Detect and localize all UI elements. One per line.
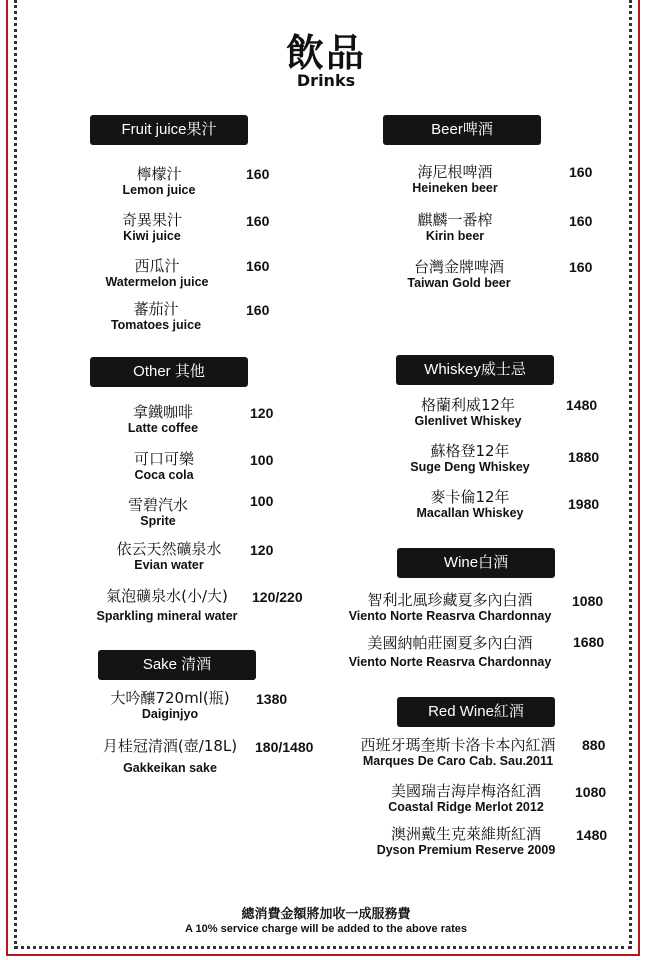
item-price: 1480 <box>566 397 598 413</box>
section-header-fruit-juice: Fruit juice果汁 <box>90 115 248 145</box>
item-price: 120/220 <box>252 589 303 605</box>
item-name-en: Tomatoes juice <box>110 318 202 332</box>
item-name-en: Macallan Whiskey <box>416 506 524 520</box>
item-name-zh: 麥卡倫12年 <box>430 488 510 506</box>
section-header-other: Other 其他 <box>90 357 248 387</box>
service-charge-note-en: A 10% service charge will be added to the above rates <box>184 923 468 935</box>
item-price: 1080 <box>572 593 604 609</box>
item-price: 160 <box>569 213 593 229</box>
item-name-zh: 麒麟一番榨 <box>417 211 493 229</box>
item-name-en: Glenlivet Whiskey <box>414 414 522 428</box>
menu-item <box>100 301 212 333</box>
item-name-zh: 蘇格登12年 <box>430 442 510 460</box>
menu-item <box>332 592 568 624</box>
menu-item <box>84 588 250 624</box>
item-name-en: Gakkeikan sake <box>123 761 217 775</box>
item-name-en: Heineken beer <box>412 181 498 195</box>
item-name-zh: 可口可樂 <box>133 450 194 468</box>
item-name-zh: 台灣金牌啤酒 <box>413 258 504 276</box>
menu-item <box>100 166 218 198</box>
menu-item <box>106 541 232 573</box>
item-price: 1380 <box>256 691 288 707</box>
item-price: 160 <box>246 213 270 229</box>
item-name-zh: 依云天然礦泉水 <box>116 540 222 558</box>
item-name-en: Latte coffee <box>127 421 199 435</box>
item-price: 100 <box>250 452 274 468</box>
item-name-zh: 海尼根啤酒 <box>417 163 493 181</box>
menu-item <box>104 404 222 436</box>
item-name-en: Coca cola <box>134 468 194 482</box>
item-price: 160 <box>246 166 270 182</box>
item-price: 1080 <box>575 784 607 800</box>
item-name-zh: 檸檬汁 <box>136 165 182 183</box>
item-price: 160 <box>569 164 593 180</box>
item-price: 180/1480 <box>255 739 314 755</box>
menu-item <box>396 212 514 244</box>
item-name-zh: 月桂冠清酒(壺/18L) <box>102 737 238 755</box>
item-name-zh: 拿鐵咖啡 <box>132 403 193 421</box>
menu-item <box>104 690 236 722</box>
item-name-zh: 美國瑞吉海岸梅洛紅酒 <box>390 782 541 800</box>
item-price: 120 <box>250 542 274 558</box>
menu-item <box>396 164 514 196</box>
menu-item <box>398 489 542 521</box>
menu-item <box>332 635 568 670</box>
menu-item <box>366 783 566 815</box>
item-name-zh: 蕃茄汁 <box>133 300 179 318</box>
item-name-en: Marques De Caro Cab. Sau.2011 <box>362 754 554 768</box>
item-name-en: Taiwan Gold beer <box>407 276 511 290</box>
service-charge-note-zh: 總消費金額將加收一成服務費 <box>241 907 411 922</box>
menu-item <box>96 258 218 290</box>
item-name-zh: 智利北風珍藏夏多內白酒 <box>367 591 533 609</box>
item-name-zh: 氣泡礦泉水(小/大) <box>106 587 228 605</box>
section-header-beer: Beer啤酒 <box>383 115 541 145</box>
menu-item <box>108 497 208 529</box>
item-name-en: Watermelon juice <box>105 275 209 289</box>
item-name-en: Viento Norte Reasrva Chardonnay <box>348 655 552 669</box>
item-name-zh: 西班牙瑪奎斯卡洛卡本內紅酒 <box>360 736 556 754</box>
item-name-zh: 奇異果汁 <box>121 211 182 229</box>
item-name-en: Suge Deng Whiskey <box>410 460 530 474</box>
item-price: 880 <box>582 737 606 753</box>
menu-item <box>396 259 522 291</box>
item-name-zh: 西瓜汁 <box>134 257 180 275</box>
item-name-zh: 格蘭利威12年 <box>420 396 516 414</box>
item-name-en: Viento Norte Reasrva Chardonnay <box>348 609 552 623</box>
item-name-en: Sparkling mineral water <box>96 609 238 623</box>
menu-item <box>398 397 538 429</box>
item-name-en: Sprite <box>140 514 176 528</box>
item-name-en: Evian water <box>134 558 204 572</box>
menu-item <box>342 737 574 769</box>
menu-item <box>398 443 542 475</box>
section-header-sake: Sake 清酒 <box>98 650 256 680</box>
item-price: 100 <box>250 493 274 509</box>
item-name-en: Kirin beer <box>425 229 485 243</box>
item-price: 1680 <box>573 634 605 650</box>
section-header-wine: Wine白酒 <box>397 548 555 578</box>
menu-item <box>90 738 250 776</box>
item-name-zh: 大吟釀720ml(瓶) <box>110 689 230 707</box>
section-header-whiskey: Whiskey威士忌 <box>396 355 554 385</box>
item-name-zh: 美國納帕莊園夏多內白酒 <box>367 634 533 652</box>
item-name-zh: 雪碧汽水 <box>127 496 188 514</box>
section-header-red-wine: Red Wine紅酒 <box>397 697 555 727</box>
item-price: 160 <box>246 302 270 318</box>
item-price: 160 <box>246 258 270 274</box>
item-price: 1980 <box>568 496 600 512</box>
item-price: 120 <box>250 405 274 421</box>
item-price: 160 <box>569 259 593 275</box>
item-name-en: Daiginjyo <box>141 707 199 721</box>
menu-item <box>100 212 204 244</box>
item-name-en: Dyson Premium Reserve 2009 <box>376 843 556 857</box>
menu-subtitle: Drinks <box>296 71 356 90</box>
item-name-zh: 澳洲戴生克萊維斯紅酒 <box>390 825 541 843</box>
item-price: 1480 <box>576 827 608 843</box>
item-price: 1880 <box>568 449 600 465</box>
menu-item <box>112 451 216 483</box>
item-name-en: Coastal Ridge Merlot 2012 <box>388 800 544 814</box>
menu-item <box>360 826 572 858</box>
item-name-en: Kiwi juice <box>123 229 181 243</box>
item-name-en: Lemon juice <box>122 183 196 197</box>
menu-title: 飲品 <box>285 31 366 75</box>
